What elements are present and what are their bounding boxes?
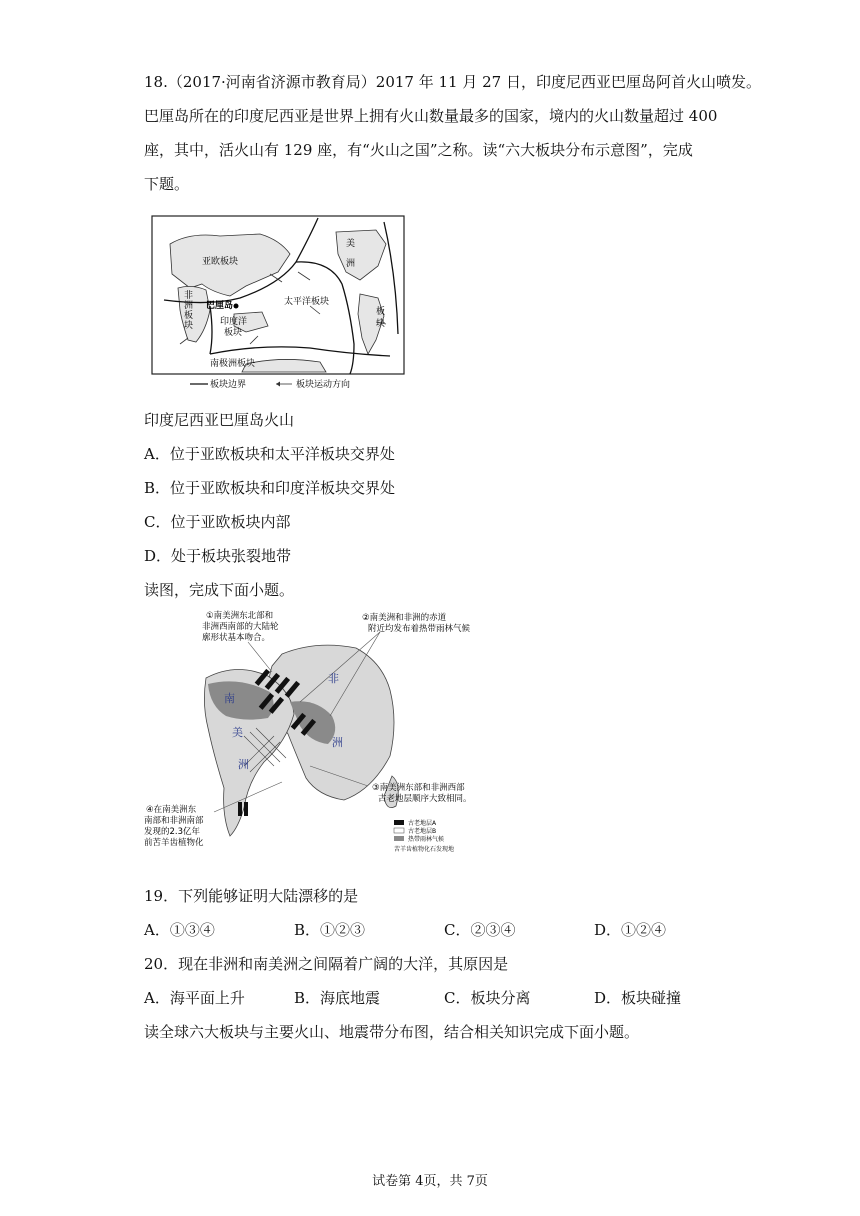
map-label-antarctic: 南极洲板块 (210, 359, 256, 369)
fig2-legend-b: 古老地层B (408, 828, 437, 835)
legend-boundary: 板块边界 (210, 380, 247, 390)
label-mei: 美 (232, 726, 243, 739)
map-label-africa-2: 洲 (184, 301, 194, 311)
map-label-africa-4: 块 (184, 321, 194, 331)
q19-option-d: D．①②④ (594, 921, 667, 939)
map-label-africa-3: 板 (184, 311, 194, 321)
q18-line-1: 18.（2017·河南省济源市教育局）2017 年 11 月 27 日，印度尼西亚巴厘岛阿首火山喷发。 (144, 73, 761, 91)
bali-marker (234, 304, 239, 309)
q19-stem: 19．下列能够证明大陆漂移的是 (144, 887, 359, 905)
q18-line-3: 座，其中，活火山有 129 座，有“火山之国”之称。读“六大板块分布示意图”，完成 (144, 141, 693, 159)
plate-map-figure (150, 214, 406, 392)
map-label-indian-2: 板块 (224, 328, 243, 338)
q18-line-4: 下题。 (144, 175, 190, 193)
note4-line2: 南部和非洲南部 (144, 816, 204, 826)
continental-drift-figure (140, 606, 490, 846)
map-label-indian-1: 印度洋 (220, 317, 248, 327)
note1-line2: 非洲西南部的大陆轮 (202, 622, 279, 632)
q19-option-b: B．①②③ (294, 921, 366, 939)
note4-line3: 发现的2.3亿年 (144, 827, 201, 837)
intro-next: 读全球六大板块与主要火山、地震带分布图，结合相关知识完成下面小题。 (144, 1023, 640, 1041)
q18-line-2: 巴厘岛所在的印度尼西亚是世界上拥有火山数量最多的国家，境内的火山数量超过 400 (144, 107, 718, 125)
fig2-legend-a: 古老地层A (408, 820, 437, 827)
note3-line1: ③南美洲东部和非洲西部 (372, 783, 465, 793)
map-label-america-1: 美 (346, 239, 356, 249)
note4-line1: ④在南美洲东 (146, 805, 197, 815)
label-nan: 南 (224, 692, 235, 705)
q20-option-b: B．海底地震 (294, 989, 381, 1007)
note1-line3: 廓形状基本吻合。 (202, 633, 271, 643)
page-footer: 试卷第 4页，共 7页 (372, 1174, 488, 1189)
q18-option-d: D．处于板块张裂地带 (144, 547, 292, 565)
note3-line2: 古老地层顺序大致相同。 (378, 794, 472, 804)
note2-line2: 附近均发布着热带雨林气候 (368, 624, 471, 634)
map-label-board-2: 块 (376, 319, 386, 329)
map-label-africa-1: 非 (184, 291, 194, 301)
q20-stem: 20．现在非洲和南美洲之间隔着广阔的大洋，其原因是 (144, 955, 509, 973)
map-label-pacific: 太平洋板块 (284, 297, 330, 307)
legend-direction: 板块运动方向 (296, 380, 351, 390)
q18-stem: 印度尼西亚巴厘岛火山 (144, 411, 295, 429)
q19-option-c: C．②③④ (444, 921, 516, 939)
map-label-bali: 巴厘岛 (206, 301, 234, 311)
note2-line1: ②南美洲和非洲的赤道 (362, 613, 447, 623)
map-label-america-2: 洲 (346, 259, 356, 269)
map-label-board-1: 板 (376, 307, 386, 317)
intro-fig2: 读图，完成下面小题。 (144, 581, 295, 599)
q20-option-d: D．板块碰撞 (594, 989, 682, 1007)
note1-line1: ①南美洲东北部和 (206, 611, 274, 621)
label-zhou1: 洲 (238, 758, 249, 771)
q20-option-a: A．海平面上升 (144, 989, 245, 1007)
q18-option-a: A．位于亚欧板块和太平洋板块交界处 (144, 445, 395, 463)
fig2-legend-fossil: 苦羊齿植物化石发现地 (394, 846, 455, 853)
q18-option-c: C．位于亚欧板块内部 (144, 513, 291, 531)
label-zhou2: 洲 (332, 736, 343, 749)
map-label-eurasia: 亚欧板块 (202, 257, 239, 267)
q18-option-b: B．位于亚欧板块和印度洋板块交界处 (144, 479, 396, 497)
label-fei: 非 (328, 672, 339, 685)
fig2-legend-rainforest: 热带雨林气候 (408, 836, 445, 843)
q19-option-a: A．①③④ (144, 921, 215, 939)
note4-line4: 前苦羊齿植物化 (144, 838, 204, 846)
q20-option-c: C．板块分离 (444, 989, 531, 1007)
